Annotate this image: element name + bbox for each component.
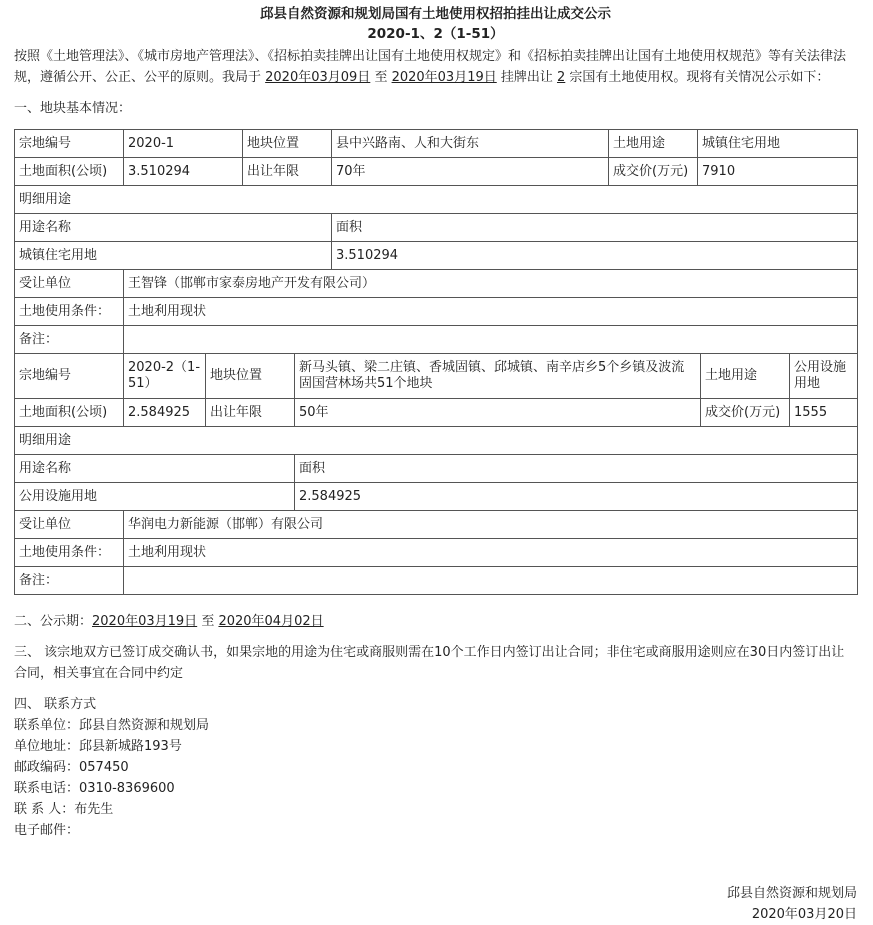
intro-count: 2: [557, 70, 566, 85]
table-row: [15, 427, 858, 455]
contact-address: 单位地址：邱县新城路193号: [14, 739, 182, 754]
section3-contract: 三、 该宗地双方已签订成交确认书，如果宗地的用途为住宅或商服则需在10个工作日内签订出让合同；非住宅或商服用途则应在30日内签订出让合同，相关事宜在合同中约定: [14, 645, 845, 681]
detail-use-area: 2.584925: [295, 483, 858, 511]
location-value: 县中兴路南、人和大街东: [332, 130, 609, 158]
use-value: 城镇住宅用地: [698, 130, 858, 158]
grantee-label: 受让单位: [15, 511, 124, 539]
contact-person: 联 系 人：布先生: [14, 802, 114, 817]
area-label: 土地面积(公顷): [15, 158, 124, 186]
table-row: [15, 270, 858, 298]
section1-title: 一、地块基本情况：: [14, 101, 132, 116]
remarks-value: [124, 326, 858, 354]
notice-period-sep: 至: [197, 614, 219, 629]
intro-text-3: 挂牌出让: [496, 70, 558, 85]
conditions-value: 土地利用现状: [124, 539, 858, 567]
location-label: 地块位置: [243, 130, 332, 158]
area-header: 面积: [295, 455, 858, 483]
price-label: 成交价(万元): [701, 399, 790, 427]
use-label: 土地用途: [609, 130, 698, 158]
location-label: 地块位置: [206, 354, 295, 399]
area-value: 3.510294: [124, 158, 243, 186]
term-value: 70年: [332, 158, 609, 186]
intro-text-1: 按照《土地管理法》、《城市房地产管理法》、《招标拍卖挂牌出让国有土地使用权规定》和《招标拍卖挂牌出让国有土地使用权规范》等有关法律法规，遵循公开、公正、公平的原则。我局于: [14, 49, 847, 85]
grantee-value: 王智锋（邯郸市家泰房地产开发有限公司）: [124, 270, 858, 298]
table-row: [15, 298, 858, 326]
announcement-page: [14, 0, 857, 841]
table-row: [15, 130, 858, 158]
term-label: 出让年限: [243, 158, 332, 186]
page-title: 邱县自然资源和规划局国有土地使用权招拍挂出让成交公示: [260, 6, 611, 22]
table-row: [15, 455, 858, 483]
parcel-table-1: [14, 129, 858, 354]
intro-date-start: 2020年03月09日: [265, 70, 371, 85]
area-header: 面积: [332, 214, 858, 242]
contact-email: 电子邮件：: [14, 823, 80, 838]
table-row: [15, 158, 858, 186]
price-value: 7910: [698, 158, 858, 186]
page-subtitle: 2020-1、2（1-51）: [367, 26, 504, 42]
table-row: [15, 399, 858, 427]
contact-postcode: 邮政编码：057450: [14, 760, 129, 775]
location-value: 新马头镇、梁二庄镇、香城固镇、邱城镇、南辛店乡5个乡镇及波流固国营林场共51个地块: [295, 354, 701, 399]
term-label: 出让年限: [206, 399, 295, 427]
detail-use-name: 公用设施用地: [15, 483, 295, 511]
conditions-value: 土地利用现状: [124, 298, 858, 326]
table-row: [15, 483, 858, 511]
section4-contact: [14, 694, 857, 841]
parcel-no-label: 宗地编号: [15, 354, 124, 399]
signature-date: 2020年03月20日: [751, 907, 857, 922]
intro-text-2: 至: [370, 70, 392, 85]
detail-use-name: 城镇住宅用地: [15, 242, 332, 270]
price-value: 1555: [790, 399, 858, 427]
intro-paragraph: [14, 46, 857, 88]
table-row: [15, 567, 858, 595]
use-name-header: 用途名称: [15, 214, 332, 242]
area-value: 2.584925: [124, 399, 206, 427]
price-label: 成交价(万元): [609, 158, 698, 186]
contact-title: 四、 联系方式: [14, 697, 97, 712]
detail-use-label: 明细用途: [15, 186, 858, 214]
notice-end-date: 2020年04月02日: [218, 614, 324, 629]
intro-text-4: 宗国有土地使用权。现将有关情况公示如下：: [565, 70, 830, 85]
table-row: [15, 539, 858, 567]
table-row: [15, 242, 858, 270]
table-row: [15, 511, 858, 539]
use-name-header: 用途名称: [15, 455, 295, 483]
use-value: 公用设施用地: [790, 354, 858, 399]
remarks-label: 备注：: [15, 326, 124, 354]
contact-unit: 联系单位：邱县自然资源和规划局: [14, 718, 210, 733]
section2-notice-period: [14, 611, 857, 632]
remarks-label: 备注：: [15, 567, 124, 595]
notice-period-label: 二、公示期：: [14, 614, 93, 629]
parcel-no-label: 宗地编号: [15, 130, 124, 158]
detail-use-area: 3.510294: [332, 242, 858, 270]
contact-phone: 联系电话：0310-8369600: [14, 781, 175, 796]
conditions-label: 土地使用条件：: [15, 298, 124, 326]
detail-use-label: 明细用途: [15, 427, 858, 455]
table-row: [15, 354, 858, 399]
signature-org: 邱县自然资源和规划局: [726, 886, 857, 901]
grantee-value: 华润电力新能源（邯郸）有限公司: [124, 511, 858, 539]
grantee-label: 受让单位: [15, 270, 124, 298]
table-row: [15, 186, 858, 214]
remarks-value: [124, 567, 858, 595]
table-row: [15, 214, 858, 242]
term-value: 50年: [295, 399, 701, 427]
use-label: 土地用途: [701, 354, 790, 399]
signature-block: [727, 883, 857, 925]
table-row: [15, 326, 858, 354]
intro-date-end: 2020年03月19日: [391, 70, 497, 85]
parcel-table-2: [14, 353, 858, 595]
area-label: 土地面积(公顷): [15, 399, 124, 427]
notice-start-date: 2020年03月19日: [92, 614, 198, 629]
parcel-no-value: 2020-1: [124, 130, 243, 158]
parcel-no-value: 2020-2（1-51）: [124, 354, 206, 399]
conditions-label: 土地使用条件：: [15, 539, 124, 567]
